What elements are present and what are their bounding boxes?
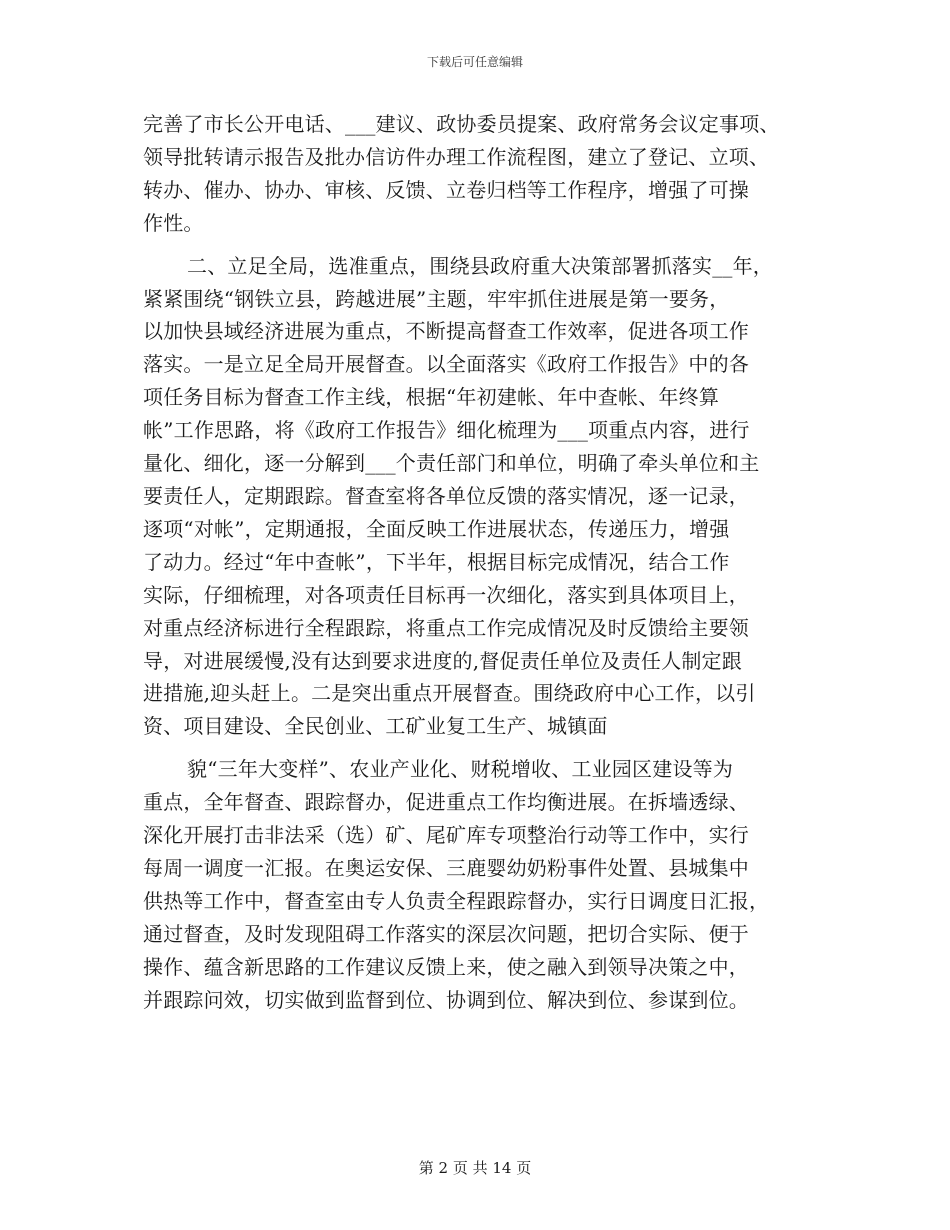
body-line: 帐”工作思路，将《政府工作报告》细化梳理为___项重点内容，进行 [143,418,750,443]
paragraph-first-line: 貌“三年大变样”、农业产业化、财税增收、工业园区建设等为 [187,757,734,782]
paragraph-gap [143,240,823,250]
body-line: 转办、催办、协办、审核、反馈、立卷归档等工作程序，增强了可操 [143,177,749,202]
body-line: 紧紧围绕“钢铁立县，跨越进展”主题，牢牢抓住进展是第一要务， [143,286,730,311]
page-number-footer: 第 2 页 共 14 页 [418,1159,532,1177]
body-line: 要责任人，定期跟踪。督查室将各单位反馈的落实情况，逐一记录， [143,483,749,508]
body-line: 逐项“对帐”，定期通报，全面反映工作进展状态，传递压力，增强 [143,516,730,541]
body-line: 供热等工作中，督查室由专人负责全程跟踪督办，实行日调度日汇报， [143,888,770,913]
body-line: 深化开展打击非法采（选）矿、尾矿库专项整治行动等工作中，实行 [143,823,749,848]
paragraph-gap [143,743,823,753]
body-line: 实际，仔细梳理，对各项责任目标再一次细化，落实到具体项目上， [143,582,749,607]
body-line: 完善了市长公开电话、___建议、政协委员提案、政府常务会议定事项、 [143,112,780,136]
body-line: 操作、蕴含新思路的工作建议反馈上来，使之融入到领导决策之中， [143,954,749,979]
body-line: 资、项目建设、全民创业、工矿业复工生产、城镇面 [143,714,608,739]
body-line: 并跟踪问效，切实做到监督到位、协调到位、解决到位、参谋到位。 [143,987,749,1012]
paragraph-heading-line: 二、立足全局，选准重点，围绕县政府重大决策部署抓落实__年， [187,253,773,278]
body-line: 量化、细化，逐一分解到___个责任部门和单位，明确了牵头单位和主 [143,451,760,476]
body-line: 领导批转请示报告及批办信访件办理工作流程图，建立了登记、立项、 [143,144,770,169]
body-line: 项任务目标为督查工作主线，根据“年初建帐、年中查帐、年终算 [143,385,720,410]
body-line: 作性。 [143,210,204,235]
document-body [143,108,823,1016]
body-line: 导，对进展缓慢,没有达到要求进度的,督促责任单位及责任人制定跟 [143,648,742,673]
body-line: 了动力。经过“年中查帐”，下半年，根据目标完成情况，结合工作 [143,549,730,574]
page-header: 下载后可任意编辑 [426,55,523,69]
body-line: 以加快县域经济进展为重点，不断提高督查工作效率，促进各项工作 [143,319,749,344]
body-line: 重点，全年督查、跟踪督办，促进重点工作均衡进展。在拆墙透绿、 [143,790,749,815]
body-line: 每周一调度一汇报。在奥运安保、三鹿婴幼奶粉事件处置、县城集中 [143,855,749,880]
body-line: 通过督查，及时发现阻碍工作落实的深层次问题，把切合实际、便于 [143,921,749,946]
body-line: 进措施,迎头赶上。二是突出重点开展督查。围绕政府中心工作，以引 [143,681,756,706]
body-line: 落实。一是立足全局开展督查。以全面落实《政府工作报告》中的各 [143,352,749,377]
body-line: 对重点经济标进行全程跟踪，将重点工作完成情况及时反馈给主要领 [143,615,749,640]
